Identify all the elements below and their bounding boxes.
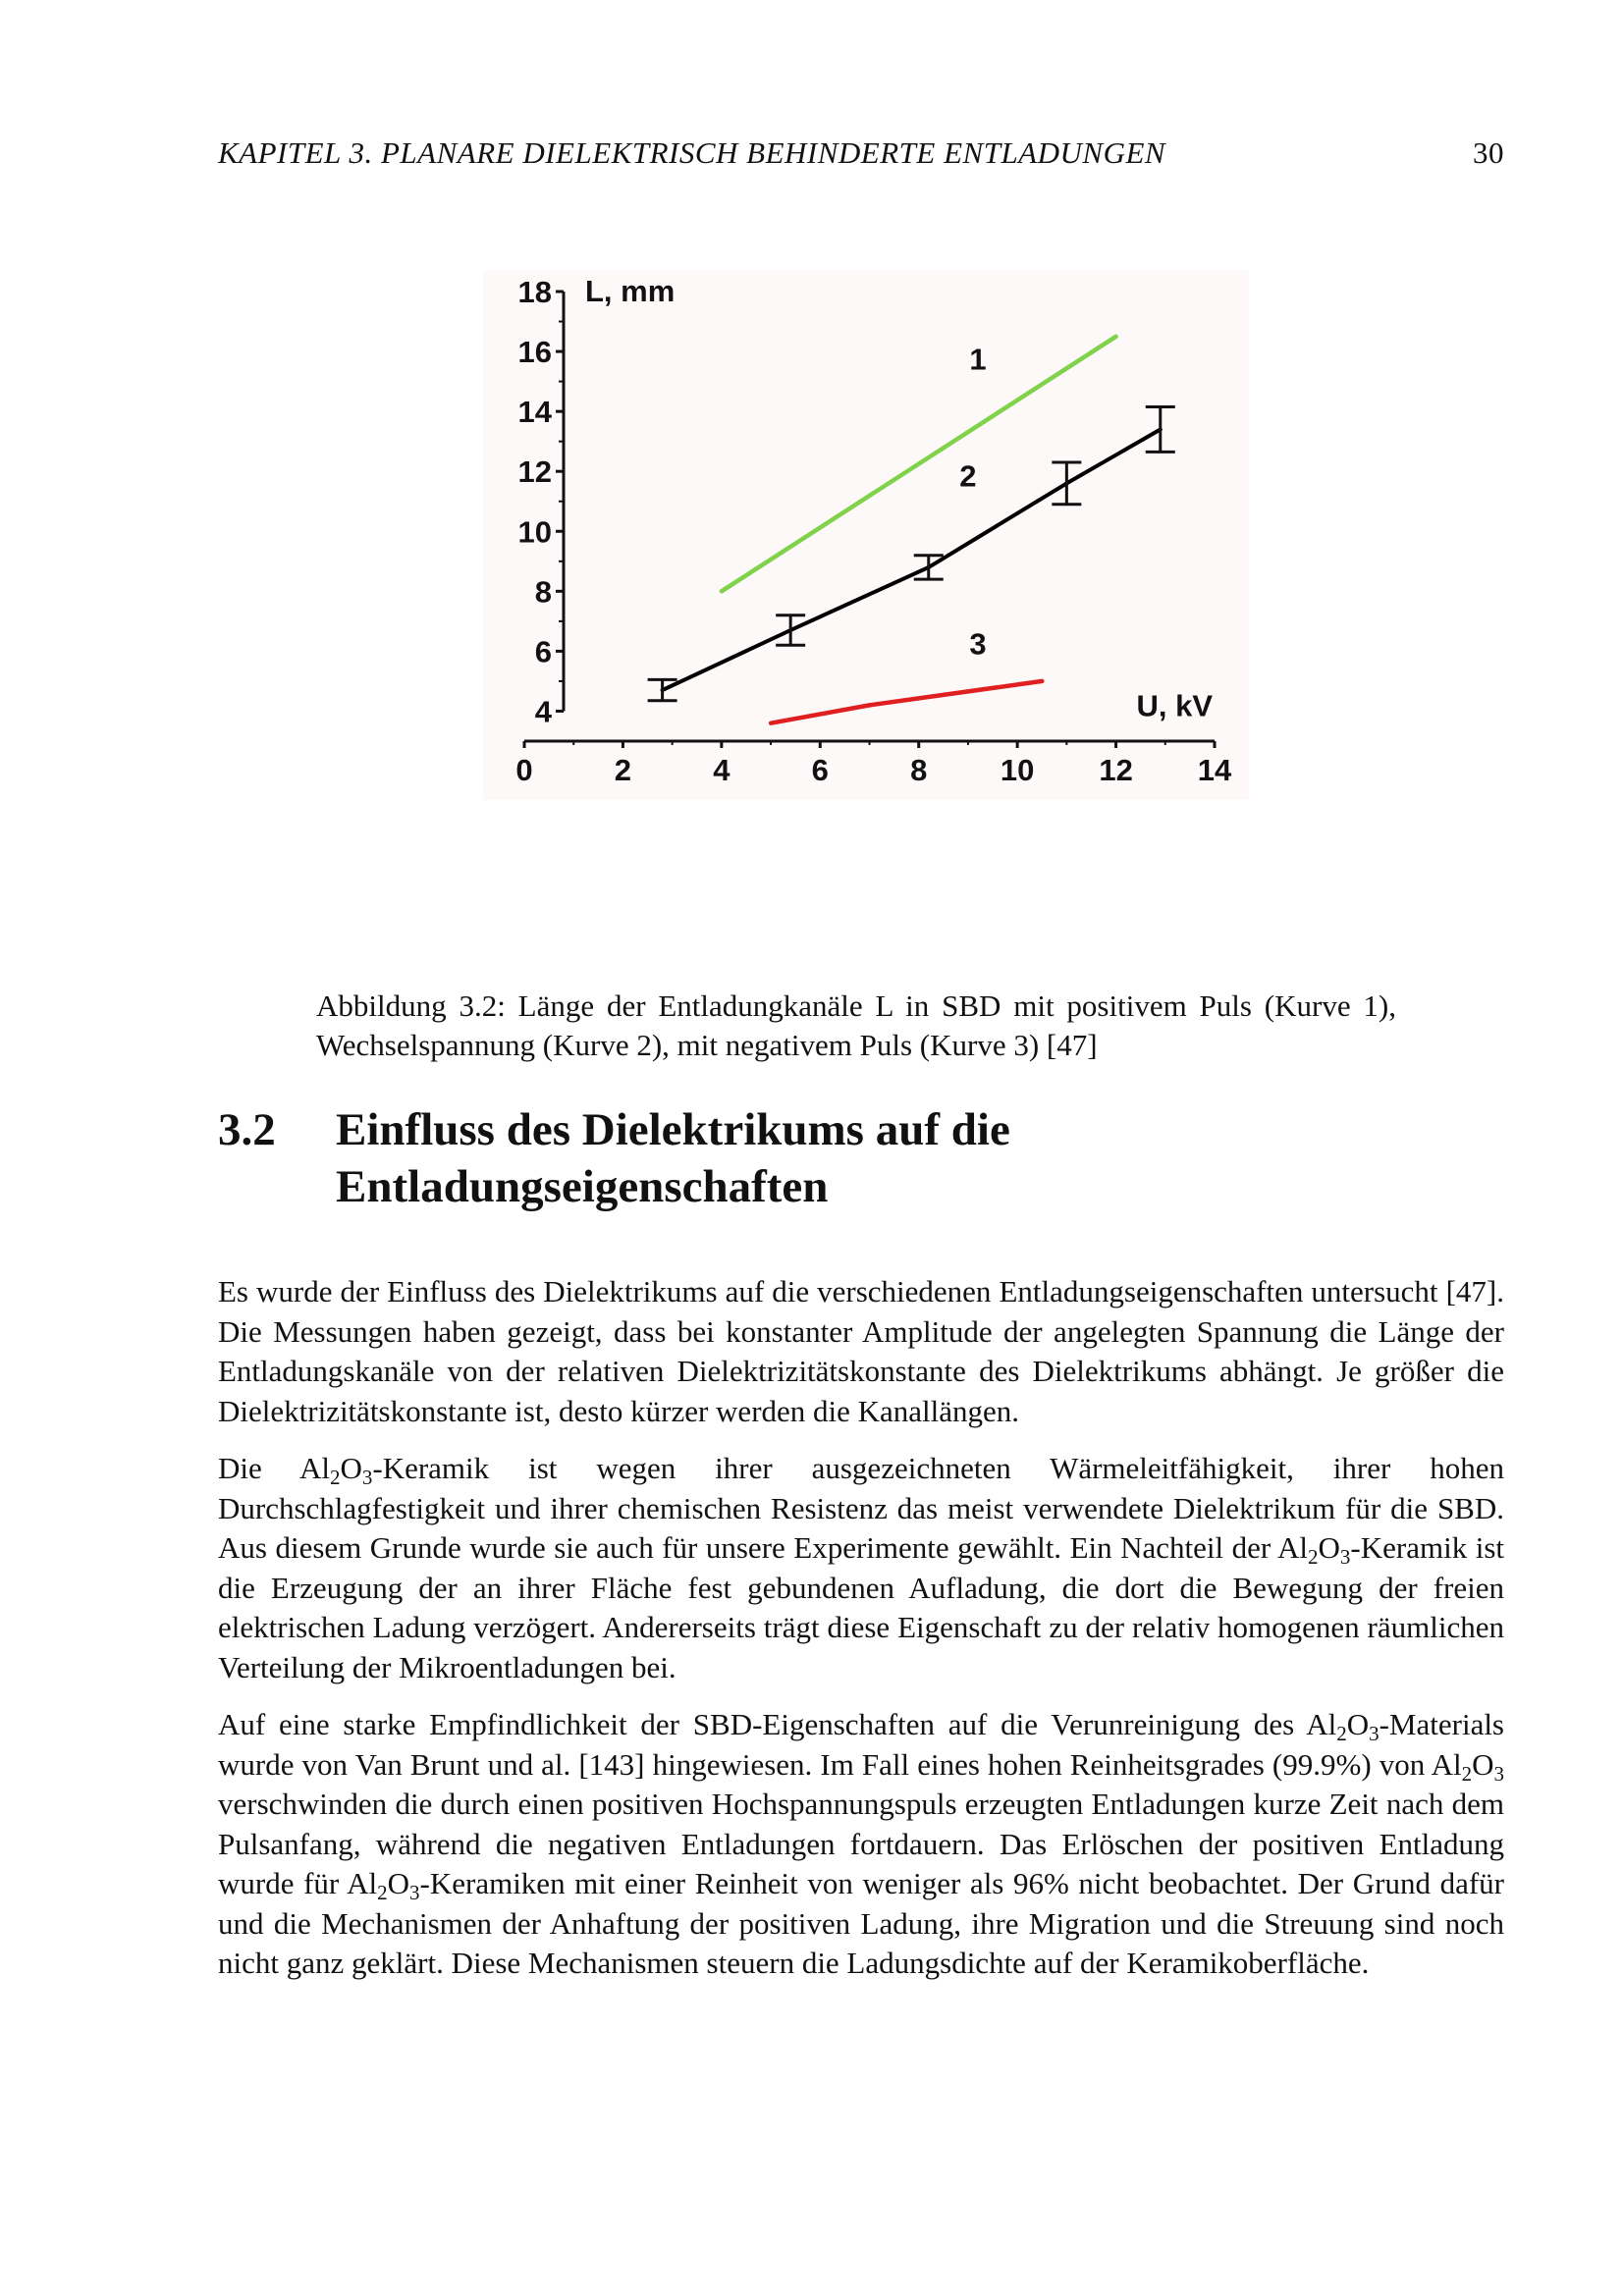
y-tick-label: 12 <box>517 454 552 490</box>
x-tick-label: 6 <box>811 753 829 787</box>
y-tick-label: 4 <box>534 694 552 729</box>
series-label-1: 1 <box>969 342 987 377</box>
y-tick-label: 8 <box>534 574 552 610</box>
series-label-2: 2 <box>959 458 977 494</box>
y-tick-label: 16 <box>517 335 552 370</box>
y-tick-label: 6 <box>534 634 552 669</box>
x-axis-label: U, kV <box>1136 688 1213 723</box>
chart <box>483 270 1249 820</box>
paragraph-2: Die $Al_2O_3$-Keramik ist wegen ihrer ausgezeichneten Wärmeleitfähigkeit, ihrer hohen Durchschlagfestigkeit und ihrer chemischen Resistenz das meist verwendete Dielektrikum für die SBD. Aus diesem Grunde wurde sie auch für unsere Experimente gewählt. Ein Nachteil der $Al_2O_3$-Keramik ist die Erzeugung der an ihrer Fläche fest gebundenen Aufladung, die dort die Bewegung der freien elektrischen Ladung verzögert. Andererseits trägt diese Eigenschaft zu der relativ homogenen räumlichen Verteilung der Mikroentladungen bei. <box>218 1451 1504 1684</box>
running-title: KAPITEL 3. PLANARE DIELEKTRISCH BEHINDERTE ENTLADUNGEN <box>218 135 1166 170</box>
page-number: 30 <box>1473 135 1504 170</box>
x-tick-label: 14 <box>1197 753 1232 787</box>
paragraph-3: Auf eine starke Empfindlichkeit der SBD-Eigenschaften auf die Verunreinigung des $Al_2O_3$-Materials wurde von Van Brunt und al. [143] hingewiesen. Im Fall eines hohen Reinheitsgrades (99.9%) von $Al_2O_3$ verschwinden die durch einen positiven Hochspannungspuls erzeugten Entladungen kurze Zeit nach dem Pulsanfang, während die negativen Entladungen fortdauern. Das Erlöschen der positiven Entladung wurde für $Al_2O_3$-Keramiken mit einer Reinheit von weniger als 96% nicht beobachtet. Der Grund dafür und die Mechanismen der Anhaftung der positiven Ladung, ihre Migration und die Streuung sind noch nicht ganz geklärt. Diese Mechanismen steuern die Ladungsdichte auf der Keramikoberfläche. <box>218 1707 1504 1980</box>
x-tick-label: 4 <box>713 753 730 787</box>
figure <box>483 270 1249 820</box>
y-tick-label: 18 <box>517 275 552 309</box>
x-tick-label: 8 <box>910 753 928 787</box>
y-tick-label: 10 <box>517 514 552 550</box>
running-header <box>218 135 1504 171</box>
x-tick-label: 12 <box>1099 753 1133 787</box>
body-text <box>218 1272 1504 2002</box>
x-tick-label: 10 <box>1000 753 1035 787</box>
figure-caption: Abbildung 3.2: Länge der Entladungkanäle L in SBD mit positivem Puls (Kurve 1), Wechselspannung (Kurve 2), mit negativem Puls (Kurve 3) [47] <box>316 988 1396 1062</box>
series-label-3: 3 <box>969 626 987 662</box>
section-heading <box>218 1101 1504 1215</box>
y-axis-label: L, mm <box>585 274 676 308</box>
section-number: 3.2 <box>218 1104 276 1155</box>
x-tick-label: 0 <box>515 753 533 787</box>
section-title: Einfluss des Dielektrikums auf die Entladungseigenschaften <box>336 1104 1010 1212</box>
x-tick-label: 2 <box>614 753 632 787</box>
paragraph-1: Es wurde der Einfluss des Dielektrikums auf die verschiedenen Entladungseigenschaften untersucht [47]. Die Messungen haben gezeigt, dass bei konstanter Amplitude der angelegten Spannung die Länge der Entladungskanäle von der relativen Dielektrizitätskonstante des Dielektrikums abhängt. Je größer die Dielektrizitätskonstante ist, desto kürzer werden die Kanallängen. <box>218 1274 1504 1428</box>
y-tick-label: 14 <box>517 395 552 430</box>
chart-background <box>483 270 1249 800</box>
